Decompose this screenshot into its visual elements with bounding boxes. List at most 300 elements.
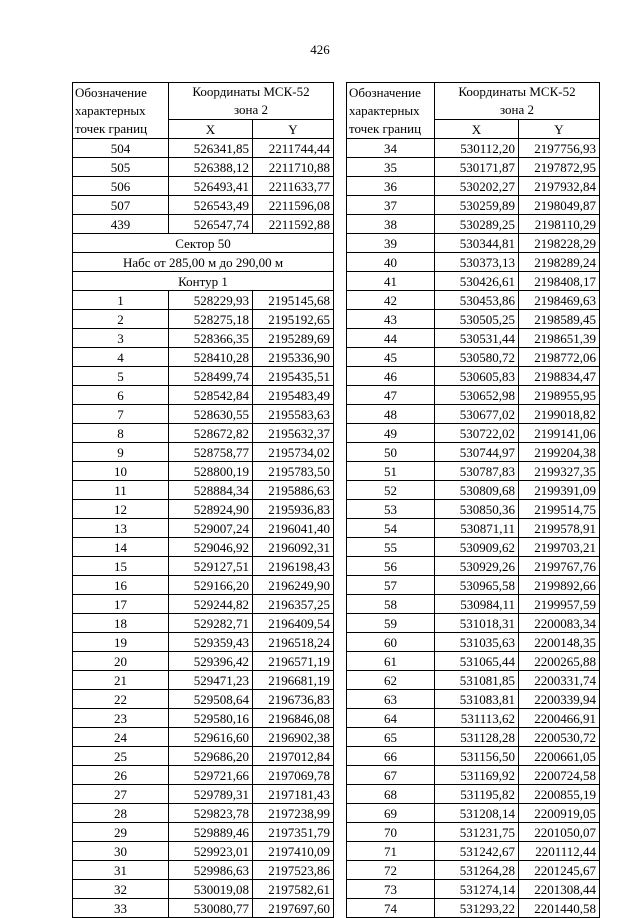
point-number: 43 xyxy=(347,310,435,329)
y-coordinate: 2197410,09 xyxy=(253,842,334,861)
x-coordinate: 529359,43 xyxy=(169,633,253,652)
y-coordinate: 2200339,94 xyxy=(519,690,600,709)
table-row xyxy=(73,424,334,443)
table-row xyxy=(73,557,334,576)
x-coordinate: 529986,63 xyxy=(169,861,253,880)
designation-header-line: точек границ xyxy=(75,120,148,136)
header-row xyxy=(347,83,600,120)
y-coordinate: 2195886,63 xyxy=(253,481,334,500)
point-number: 65 xyxy=(347,728,435,747)
designation-header-line: Обозначение xyxy=(349,84,421,100)
table-row xyxy=(347,386,600,405)
table-row xyxy=(73,519,334,538)
x-coordinate: 530112,20 xyxy=(435,139,519,158)
x-coordinate: 526341,85 xyxy=(169,139,253,158)
point-number: 18 xyxy=(73,614,169,633)
point-number: 71 xyxy=(347,842,435,861)
table-row xyxy=(73,481,334,500)
y-coordinate: 2198834,47 xyxy=(519,367,600,386)
point-number: 9 xyxy=(73,443,169,462)
table-row xyxy=(347,348,600,367)
y-coordinate: 2199141,06 xyxy=(519,424,600,443)
point-number: 8 xyxy=(73,424,169,443)
point-number: 20 xyxy=(73,652,169,671)
x-coordinate: 530850,36 xyxy=(435,500,519,519)
x-header: X xyxy=(435,120,519,139)
table-row xyxy=(73,823,334,842)
point-number: 15 xyxy=(73,557,169,576)
table-row xyxy=(73,177,334,196)
table-row xyxy=(73,538,334,557)
point-number: 54 xyxy=(347,519,435,538)
x-coordinate: 530652,98 xyxy=(435,386,519,405)
point-number: 29 xyxy=(73,823,169,842)
x-coordinate: 529823,78 xyxy=(169,804,253,823)
table-row xyxy=(73,386,334,405)
designation-header-line: характерных xyxy=(75,102,146,118)
y-coordinate: 2195145,68 xyxy=(253,291,334,310)
coordinates-header-line: Координаты МСК-52 xyxy=(192,84,310,99)
y-coordinate: 2196571,19 xyxy=(253,652,334,671)
x-coordinate: 530965,58 xyxy=(435,576,519,595)
y-coordinate: 2197872,95 xyxy=(519,158,600,177)
point-number: 41 xyxy=(347,272,435,291)
y-coordinate: 2201112,44 xyxy=(519,842,600,861)
y-coordinate: 2201050,07 xyxy=(519,823,600,842)
y-coordinate: 2196409,54 xyxy=(253,614,334,633)
point-number: 69 xyxy=(347,804,435,823)
point-number: 507 xyxy=(73,196,169,215)
y-coordinate: 2199391,09 xyxy=(519,481,600,500)
y-coordinate: 2196041,40 xyxy=(253,519,334,538)
point-number: 39 xyxy=(347,234,435,253)
point-number: 506 xyxy=(73,177,169,196)
y-coordinate: 2211744,44 xyxy=(253,139,334,158)
point-number: 40 xyxy=(347,253,435,272)
point-number: 31 xyxy=(73,861,169,880)
table-row xyxy=(73,462,334,481)
table-row xyxy=(347,291,600,310)
x-coordinate: 529580,16 xyxy=(169,709,253,728)
x-coordinate: 528924,90 xyxy=(169,500,253,519)
x-coordinate: 529508,64 xyxy=(169,690,253,709)
x-coordinate: 526543,49 xyxy=(169,196,253,215)
point-number: 64 xyxy=(347,709,435,728)
table-row xyxy=(347,234,600,253)
point-number: 59 xyxy=(347,614,435,633)
x-header: X xyxy=(169,120,253,139)
x-coordinate: 531113,62 xyxy=(435,709,519,728)
x-coordinate: 530019,08 xyxy=(169,880,253,899)
point-number: 63 xyxy=(347,690,435,709)
point-number: 49 xyxy=(347,424,435,443)
coordinates-table-left xyxy=(72,82,334,918)
y-coordinate: 2199957,59 xyxy=(519,595,600,614)
table-row xyxy=(73,880,334,899)
y-coordinate: 2200331,74 xyxy=(519,671,600,690)
point-number: 17 xyxy=(73,595,169,614)
table-row xyxy=(347,766,600,785)
table-row xyxy=(73,443,334,462)
coordinates-header xyxy=(435,83,600,120)
y-coordinate: 2199514,75 xyxy=(519,500,600,519)
y-coordinate: 2198651,39 xyxy=(519,329,600,348)
y-coordinate: 2196198,43 xyxy=(253,557,334,576)
table-row xyxy=(73,310,334,329)
y-coordinate: 2196357,25 xyxy=(253,595,334,614)
designation-header-line: точек границ xyxy=(349,120,422,136)
table-row xyxy=(73,633,334,652)
x-coordinate: 530929,26 xyxy=(435,557,519,576)
y-coordinate: 2211596,08 xyxy=(253,196,334,215)
designation-header-line: характерных xyxy=(349,102,420,118)
x-coordinate: 531231,75 xyxy=(435,823,519,842)
table-row xyxy=(73,671,334,690)
point-number: 53 xyxy=(347,500,435,519)
x-coordinate: 528672,82 xyxy=(169,424,253,443)
table-row xyxy=(347,614,600,633)
y-coordinate: 2195632,37 xyxy=(253,424,334,443)
x-coordinate: 529396,42 xyxy=(169,652,253,671)
point-number: 505 xyxy=(73,158,169,177)
coordinates-header-line: зона 2 xyxy=(499,102,535,117)
table-row xyxy=(73,405,334,424)
x-coordinate: 530080,77 xyxy=(169,899,253,918)
x-coordinate: 528410,28 xyxy=(169,348,253,367)
x-coordinate: 529244,82 xyxy=(169,595,253,614)
table-row xyxy=(347,310,600,329)
point-number: 4 xyxy=(73,348,169,367)
y-coordinate: 2198772,06 xyxy=(519,348,600,367)
point-number: 52 xyxy=(347,481,435,500)
point-number: 67 xyxy=(347,766,435,785)
y-coordinate: 2198228,29 xyxy=(519,234,600,253)
table-row xyxy=(347,405,600,424)
header-row xyxy=(73,83,334,120)
point-number: 44 xyxy=(347,329,435,348)
x-coordinate: 531128,28 xyxy=(435,728,519,747)
table-row xyxy=(73,576,334,595)
point-number: 47 xyxy=(347,386,435,405)
y-coordinate: 2198469,63 xyxy=(519,291,600,310)
table-row xyxy=(73,215,334,234)
point-number: 19 xyxy=(73,633,169,652)
table-row xyxy=(347,538,600,557)
x-coordinate: 530426,61 xyxy=(435,272,519,291)
coordinates-header-line: Координаты МСК-52 xyxy=(458,84,576,99)
point-number: 60 xyxy=(347,633,435,652)
y-coordinate: 2199018,82 xyxy=(519,405,600,424)
y-coordinate: 2200661,05 xyxy=(519,747,600,766)
x-coordinate: 530677,02 xyxy=(435,405,519,424)
table-row xyxy=(347,690,600,709)
y-coordinate: 2197181,43 xyxy=(253,785,334,804)
table-row xyxy=(347,652,600,671)
y-coordinate: 2198110,29 xyxy=(519,215,600,234)
table-row xyxy=(73,500,334,519)
point-number: 33 xyxy=(73,899,169,918)
y-coordinate: 2196249,90 xyxy=(253,576,334,595)
y-coordinate: 2211710,88 xyxy=(253,158,334,177)
y-coordinate: 2200855,19 xyxy=(519,785,600,804)
x-coordinate: 530259,89 xyxy=(435,196,519,215)
section-title-row xyxy=(73,234,334,253)
y-coordinate: 2197238,99 xyxy=(253,804,334,823)
coordinates-table-right xyxy=(346,82,600,918)
table-row xyxy=(347,804,600,823)
section-subtitle: Набс от 285,00 м до 290,00 м xyxy=(73,253,334,272)
table-row xyxy=(347,633,600,652)
x-coordinate: 529923,01 xyxy=(169,842,253,861)
table-row xyxy=(73,291,334,310)
y-coordinate: 2199892,66 xyxy=(519,576,600,595)
point-number: 42 xyxy=(347,291,435,310)
point-number: 38 xyxy=(347,215,435,234)
point-number: 51 xyxy=(347,462,435,481)
point-number: 48 xyxy=(347,405,435,424)
table-row xyxy=(347,481,600,500)
y-coordinate: 2200148,35 xyxy=(519,633,600,652)
y-coordinate: 2196736,83 xyxy=(253,690,334,709)
x-coordinate: 529166,20 xyxy=(169,576,253,595)
y-coordinate: 2200530,72 xyxy=(519,728,600,747)
table-row xyxy=(347,785,600,804)
x-coordinate: 530744,97 xyxy=(435,443,519,462)
table-row xyxy=(73,614,334,633)
point-number: 66 xyxy=(347,747,435,766)
y-header: Y xyxy=(253,120,334,139)
y-coordinate: 2197697,60 xyxy=(253,899,334,918)
table-row xyxy=(347,272,600,291)
point-number: 3 xyxy=(73,329,169,348)
table-row xyxy=(347,842,600,861)
x-coordinate: 531018,31 xyxy=(435,614,519,633)
x-coordinate: 531274,14 xyxy=(435,880,519,899)
y-coordinate: 2196902,38 xyxy=(253,728,334,747)
point-number: 61 xyxy=(347,652,435,671)
y-coordinate: 2198955,95 xyxy=(519,386,600,405)
table-row xyxy=(347,215,600,234)
x-coordinate: 528630,55 xyxy=(169,405,253,424)
y-coordinate: 2199578,91 xyxy=(519,519,600,538)
x-coordinate: 530373,13 xyxy=(435,253,519,272)
table-row xyxy=(73,785,334,804)
y-coordinate: 2199327,35 xyxy=(519,462,600,481)
designation-header xyxy=(73,83,169,139)
table-row xyxy=(73,196,334,215)
table-row xyxy=(347,747,600,766)
point-number: 5 xyxy=(73,367,169,386)
point-number: 36 xyxy=(347,177,435,196)
x-coordinate: 526547,74 xyxy=(169,215,253,234)
table-row xyxy=(73,158,334,177)
table-row xyxy=(73,595,334,614)
point-number: 24 xyxy=(73,728,169,747)
x-coordinate: 531195,82 xyxy=(435,785,519,804)
y-coordinate: 2198289,24 xyxy=(519,253,600,272)
y-coordinate: 2196846,08 xyxy=(253,709,334,728)
x-coordinate: 531169,92 xyxy=(435,766,519,785)
point-number: 28 xyxy=(73,804,169,823)
table-row xyxy=(73,367,334,386)
x-coordinate: 529789,31 xyxy=(169,785,253,804)
x-coordinate: 530809,68 xyxy=(435,481,519,500)
x-coordinate: 530605,83 xyxy=(435,367,519,386)
x-coordinate: 531156,50 xyxy=(435,747,519,766)
point-number: 22 xyxy=(73,690,169,709)
point-number: 11 xyxy=(73,481,169,500)
x-coordinate: 528275,18 xyxy=(169,310,253,329)
point-number: 25 xyxy=(73,747,169,766)
point-number: 14 xyxy=(73,538,169,557)
y-coordinate: 2195336,90 xyxy=(253,348,334,367)
x-coordinate: 531083,81 xyxy=(435,690,519,709)
y-coordinate: 2199767,76 xyxy=(519,557,600,576)
table-row xyxy=(347,424,600,443)
point-number: 439 xyxy=(73,215,169,234)
x-coordinate: 530909,62 xyxy=(435,538,519,557)
page-number: 426 xyxy=(310,42,330,57)
x-coordinate: 526493,41 xyxy=(169,177,253,196)
y-coordinate: 2197582,61 xyxy=(253,880,334,899)
table-row xyxy=(347,880,600,899)
x-coordinate: 530787,83 xyxy=(435,462,519,481)
point-number: 23 xyxy=(73,709,169,728)
x-coordinate: 531242,67 xyxy=(435,842,519,861)
y-coordinate: 2195936,83 xyxy=(253,500,334,519)
x-coordinate: 529471,23 xyxy=(169,671,253,690)
contour-title: Контур 1 xyxy=(73,272,334,291)
point-number: 21 xyxy=(73,671,169,690)
point-number: 70 xyxy=(347,823,435,842)
x-coordinate: 529721,66 xyxy=(169,766,253,785)
point-number: 46 xyxy=(347,367,435,386)
table-row xyxy=(347,500,600,519)
point-number: 57 xyxy=(347,576,435,595)
point-number: 72 xyxy=(347,861,435,880)
point-number: 62 xyxy=(347,671,435,690)
point-number: 74 xyxy=(347,899,435,918)
y-coordinate: 2201245,67 xyxy=(519,861,600,880)
y-coordinate: 2197932,84 xyxy=(519,177,600,196)
y-coordinate: 2197756,93 xyxy=(519,139,600,158)
x-coordinate: 530505,25 xyxy=(435,310,519,329)
point-number: 12 xyxy=(73,500,169,519)
point-number: 58 xyxy=(347,595,435,614)
y-coordinate: 2195783,50 xyxy=(253,462,334,481)
table-row xyxy=(347,709,600,728)
y-coordinate: 2200724,58 xyxy=(519,766,600,785)
table-row xyxy=(347,443,600,462)
x-coordinate: 529282,71 xyxy=(169,614,253,633)
table-row xyxy=(347,462,600,481)
y-coordinate: 2199204,38 xyxy=(519,443,600,462)
table-row xyxy=(347,576,600,595)
table-row xyxy=(347,519,600,538)
y-coordinate: 2198408,17 xyxy=(519,272,600,291)
x-coordinate: 528884,34 xyxy=(169,481,253,500)
y-coordinate: 2195734,02 xyxy=(253,443,334,462)
y-coordinate: 2199703,21 xyxy=(519,538,600,557)
left-table-body xyxy=(73,83,334,918)
table-row xyxy=(347,823,600,842)
y-coordinate: 2200083,34 xyxy=(519,614,600,633)
table-row xyxy=(347,196,600,215)
x-coordinate: 531264,28 xyxy=(435,861,519,880)
y-coordinate: 2195435,51 xyxy=(253,367,334,386)
point-number: 1 xyxy=(73,291,169,310)
table-row xyxy=(347,177,600,196)
point-number: 73 xyxy=(347,880,435,899)
x-coordinate: 528366,35 xyxy=(169,329,253,348)
point-number: 45 xyxy=(347,348,435,367)
point-number: 32 xyxy=(73,880,169,899)
x-coordinate: 530344,81 xyxy=(435,234,519,253)
designation-header-line: Обозначение xyxy=(75,84,147,100)
point-number: 27 xyxy=(73,785,169,804)
point-number: 16 xyxy=(73,576,169,595)
x-coordinate: 530871,11 xyxy=(435,519,519,538)
table-row xyxy=(73,709,334,728)
designation-header xyxy=(347,83,435,139)
table-row xyxy=(347,861,600,880)
table-row xyxy=(73,899,334,918)
table-row xyxy=(347,595,600,614)
y-coordinate: 2201440,58 xyxy=(519,899,600,918)
right-table-body xyxy=(347,83,600,918)
point-number: 50 xyxy=(347,443,435,462)
table-row xyxy=(347,139,600,158)
point-number: 13 xyxy=(73,519,169,538)
y-coordinate: 2201308,44 xyxy=(519,880,600,899)
x-coordinate: 530531,44 xyxy=(435,329,519,348)
table-row xyxy=(347,671,600,690)
x-coordinate: 531081,85 xyxy=(435,671,519,690)
x-coordinate: 530722,02 xyxy=(435,424,519,443)
section-title: Сектор 50 xyxy=(73,234,334,253)
table-row xyxy=(73,766,334,785)
y-coordinate: 2196681,19 xyxy=(253,671,334,690)
x-coordinate: 530580,72 xyxy=(435,348,519,367)
x-coordinate: 530202,27 xyxy=(435,177,519,196)
point-number: 6 xyxy=(73,386,169,405)
y-coordinate: 2198589,45 xyxy=(519,310,600,329)
y-coordinate: 2196092,31 xyxy=(253,538,334,557)
point-number: 34 xyxy=(347,139,435,158)
x-coordinate: 531065,44 xyxy=(435,652,519,671)
x-coordinate: 531035,63 xyxy=(435,633,519,652)
coordinates-header xyxy=(169,83,334,120)
point-number: 35 xyxy=(347,158,435,177)
coordinates-header-line: зона 2 xyxy=(233,102,269,117)
y-coordinate: 2198049,87 xyxy=(519,196,600,215)
table-row xyxy=(73,861,334,880)
x-coordinate: 529127,51 xyxy=(169,557,253,576)
y-coordinate: 2200919,05 xyxy=(519,804,600,823)
x-coordinate: 530289,25 xyxy=(435,215,519,234)
point-number: 55 xyxy=(347,538,435,557)
section-subtitle-row xyxy=(73,253,334,272)
point-number: 7 xyxy=(73,405,169,424)
table-row xyxy=(347,158,600,177)
y-coordinate: 2195483,49 xyxy=(253,386,334,405)
y-coordinate: 2195583,63 xyxy=(253,405,334,424)
contour-title-row xyxy=(73,272,334,291)
table-row xyxy=(73,348,334,367)
y-coordinate: 2196518,24 xyxy=(253,633,334,652)
y-coordinate: 2197069,78 xyxy=(253,766,334,785)
y-coordinate: 2195289,69 xyxy=(253,329,334,348)
